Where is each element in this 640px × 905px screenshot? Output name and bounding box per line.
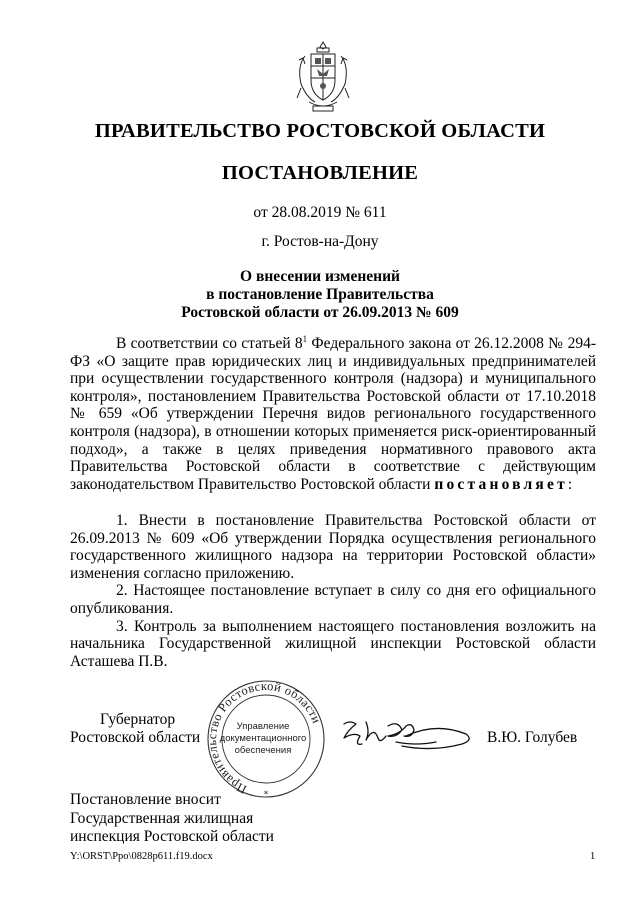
stamp-ring-text: Правительство Ростовской области (204, 678, 324, 797)
introduced-by-line: Постановление вносит (70, 791, 221, 808)
decree-item: 1. Внести в постановление Правительства Ростовской области от 26.09.2013 № 609 «Об утверждении Порядка осуществления регионального государственного жилищного надзора на территории Ростовской области» изменения согласно приложению. (70, 512, 596, 582)
svg-text:*: * (263, 790, 269, 800)
signatory-title (70, 711, 200, 747)
preamble-colon: : (567, 475, 573, 493)
decree-word: постановляет (434, 475, 568, 493)
subject-line: в постановление Правительства (206, 286, 434, 303)
introduced-by-line: Государственная жилищная (70, 809, 254, 827)
signatory-title-line: Ростовской области (70, 729, 201, 746)
decree-item: 3. Контроль за выполнением настоящего постановления возложить на начальника Государственной жилищной инспекции Ростовской области Асташева П.В. (70, 617, 596, 670)
document-city: г. Ростов-на-Дону (261, 233, 379, 250)
decree-item: 2. Настоящее постановление вступает в силу со дня его официального опубликования. (70, 582, 596, 617)
decree-items (70, 512, 596, 670)
official-stamp-seal (201, 678, 331, 800)
article-superscript: 1 (302, 333, 308, 344)
stamp-inner-text: документационного (219, 733, 307, 744)
signatory-title-line: Губернатор (100, 711, 176, 728)
preamble-text-start: В соответствии со статьей 8 (116, 335, 303, 352)
stamp-inner-text: Управление (236, 721, 290, 732)
government-title: ПРАВИТЕЛЬСТВО РОСТОВСКОЙ ОБЛАСТИ (94, 120, 546, 142)
signatory-name: В.Ю. Голубев (487, 729, 578, 746)
stamp-inner-text: обеспечения (234, 745, 292, 756)
document-type-title: ПОСТАНОВЛЕНИЕ (221, 162, 419, 184)
document-date-number: от 28.08.2019 № 611 (253, 204, 387, 221)
coat-of-arms-emblem (291, 38, 355, 114)
subject-line: Ростовской области от 26.09.2013 № 609 (181, 304, 459, 321)
introduced-by-line: инспекция Ростовской области (70, 828, 274, 845)
subject-line: О внесении изменений (240, 268, 400, 285)
file-path-footer: Y:\ORST\Ppo\0828p611.f19.docx (70, 851, 213, 862)
page-number: 1 (590, 851, 596, 862)
preamble-paragraph (70, 335, 596, 493)
preamble (70, 335, 596, 493)
preamble-text: Федерального закона от 26.12.2008 № 294-ФЗ «О защите прав юридических лиц и индивидуальных предпринимателей при осуществлении государственного контроля (надзора) и муниципального контроля», постановлением Правительства Ростовской области от 17.10.2018 № 659 «Об утверждении Перечня видов регионального государственного контроля (надзора), в отношении которых применяется риск-ориентированный подход», а также в целях приведения нормативного правового акта Правительства Ростовской области в соответствие с действующим законодательством Правительство Ростовской области (70, 335, 597, 493)
document-subject (0, 268, 640, 322)
handwritten-signature (336, 712, 472, 754)
introduced-by-block (70, 791, 274, 847)
